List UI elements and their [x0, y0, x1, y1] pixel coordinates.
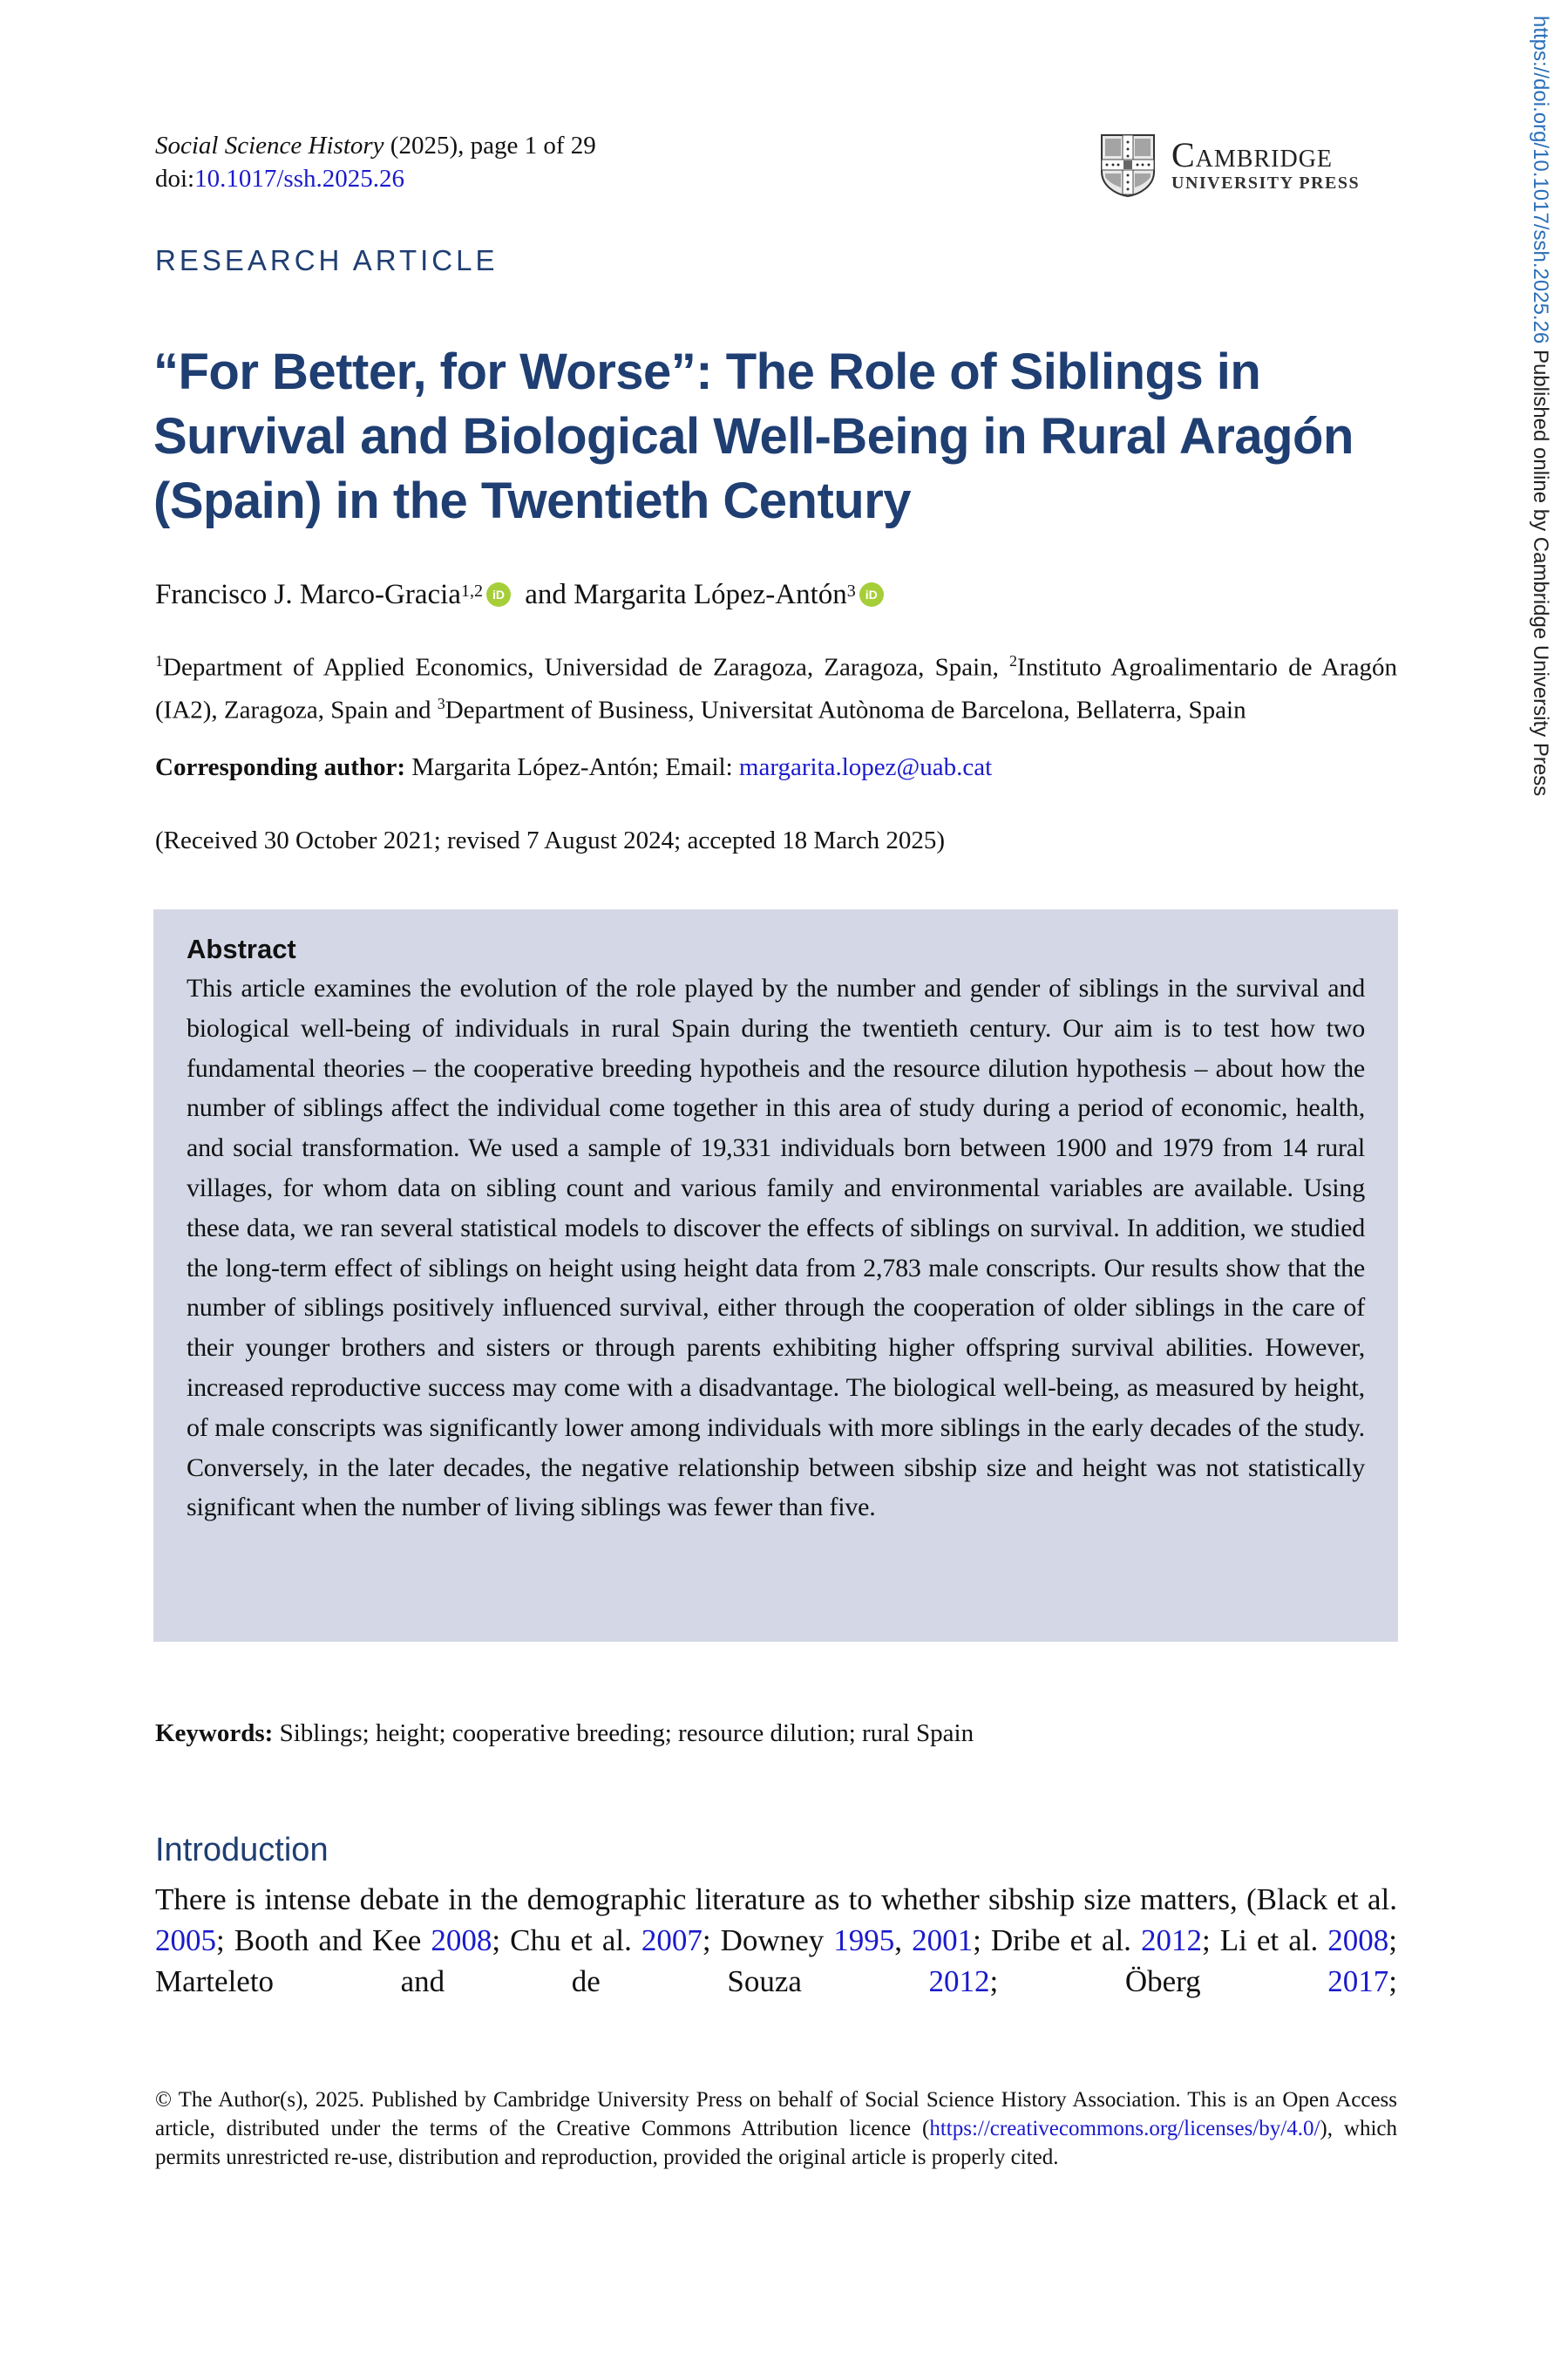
journal-page-info: (2025), page 1 of 29	[384, 132, 596, 160]
publisher-name: Cambridge	[1171, 135, 1334, 174]
corresponding-label: Corresponding author:	[155, 753, 406, 781]
intro-text-segment: ; Chu et al.	[492, 1923, 641, 1957]
author-name: Francisco J. Marco-Gracia	[155, 579, 461, 610]
affiliation-number: 2	[1009, 652, 1018, 670]
publisher-logo	[1100, 131, 1396, 201]
abstract-text: This article examines the evolution of the role played by the number and gender of siblings in the survival and biological well-being of individuals in rural Spain during the twentieth century. Our aim is to test how two fundamental theories – the cooperative breeding hypotheis and the resource dilution hypothesis – about how the number of siblings affect the individual come together in this area of study during a period of economic, health, and social transformation. We used a sample of 19,331 individuals born between 1900 and 1979 from 14 rural villages, for whom data on sibling count and various family and environmental variables are available. Using these data, we ran several statistical models to discover the effects of siblings on survival. In addition, we studied the long-term effect of siblings on height using height data from 2,783 male conscripts. Our results show that the number of siblings positively influenced survival, either through the cooperation of older siblings in the care of their younger brothers and sisters or through parents exhibiting higher offspring survival abilities. However, increased reproductive success may come with a disadvantage. The biological well-being, as measured by height, of male conscripts was significantly lower among individuals with more siblings in the early decades of the study. Conversely, in the later decades, the negative relationship between sibship size and height was not statistically significant when the number of living siblings was fewer than five.	[187, 974, 1365, 1522]
corresponding-author	[155, 750, 992, 786]
journal-name: Social Science History	[155, 132, 384, 160]
affiliation-number: 3	[437, 694, 445, 712]
intro-text-segment: ;	[1388, 1964, 1398, 1998]
citation-link[interactable]: 2007	[641, 1923, 703, 1957]
keywords-label: Keywords:	[155, 1719, 274, 1747]
intro-text-segment: ; Downey	[702, 1923, 834, 1957]
introduction-heading: Introduction	[155, 1832, 329, 1868]
author-affiliation-marker: 1,2	[460, 582, 483, 601]
doi-line	[155, 160, 404, 197]
license-text: ), which permits unrestricted re-use, distribution and reproduction, provided the original article is properly cited.	[155, 2117, 1397, 2169]
article-title: “For Better, for Worse”: The Role of Siblings in Survival and Biological Well-Being in Rural Aragón (Spain) in the Twentieth Century	[153, 344, 1354, 529]
intro-text-segment: ; Marteleto and de Souza	[155, 1923, 1397, 1998]
citation-link[interactable]: 2008	[1327, 1923, 1389, 1957]
affiliation-number: 1	[155, 652, 163, 670]
orcid-icon[interactable]: iD	[859, 582, 884, 607]
publisher-subtitle: UNIVERSITY PRESS	[1171, 173, 1361, 193]
license-link[interactable]: https://creativecommons.org/licenses/by/4.0/	[929, 2117, 1320, 2140]
license-text: © The Author(s), 2025. Published by Cambridge University Press on behalf of Social Science History Association. This is an Open Access article, distributed under the terms of the Creative Commons Attribution licence (	[155, 2088, 1397, 2140]
corresponding-text: Margarita López-Antón; Email:	[405, 753, 739, 781]
intro-text-segment: There is intense debate in the demographic literature as to whether sibship size matters, (Black et al.	[155, 1882, 1397, 1916]
side-published-text: Published online by Cambridge University Press	[1529, 344, 1552, 797]
license-notice	[155, 2085, 1397, 2172]
doi-prefix: doi:	[155, 165, 195, 193]
university-shield-icon	[1100, 133, 1156, 198]
citation-link[interactable]: 2012	[928, 1964, 990, 1998]
doi-link[interactable]: 10.1017/ssh.2025.26	[194, 165, 405, 193]
abstract-heading: Abstract	[187, 934, 296, 964]
orcid-icon[interactable]: iD	[486, 582, 511, 607]
intro-text-segment: ,	[894, 1923, 913, 1957]
side-doi-link[interactable]: https://doi.org/10.1017/ssh.2025.26	[1529, 16, 1552, 344]
publisher-wordmark	[1171, 135, 1361, 194]
citation-link[interactable]: 2012	[1140, 1923, 1202, 1957]
citation-link[interactable]: 1995	[833, 1923, 895, 1957]
side-margin-doi	[1528, 16, 1552, 888]
intro-text-segment: ; Booth and Kee	[216, 1923, 431, 1957]
journal-citation	[155, 127, 596, 164]
keywords	[155, 1716, 974, 1752]
author-affiliation-marker: 3	[846, 582, 856, 601]
article-type-label: RESEARCH ARTICLE	[155, 244, 499, 276]
author-list	[155, 575, 891, 614]
affiliation-text: Instituto Agroalimentario de Aragón (IA2), Zaragoza, Spain and	[155, 653, 1397, 725]
citation-link[interactable]: 2001	[912, 1923, 974, 1957]
citation-link[interactable]: 2005	[155, 1923, 216, 1957]
author-name: Margarita López-Antón	[574, 579, 847, 610]
intro-text-segment: ; Li et al.	[1201, 1923, 1328, 1957]
submission-history: (Received 30 October 2021; revised 7 August 2024; accepted 18 March 2025)	[155, 827, 945, 854]
abstract-box	[153, 909, 1398, 1642]
citation-link[interactable]: 2017	[1327, 1964, 1389, 1998]
introduction-paragraph	[155, 1879, 1397, 2002]
affiliation-text: Department of Applied Economics, Universidad de Zaragoza, Zaragoza, Spain,	[163, 653, 1010, 682]
authors-joiner: and	[517, 579, 574, 610]
affiliation-text: Department of Business, Universitat Autònoma de Barcelona, Bellaterra, Spain	[445, 696, 1246, 725]
affiliations	[155, 643, 1397, 728]
intro-text-segment: ; Öberg	[989, 1964, 1328, 1998]
citation-link[interactable]: 2008	[431, 1923, 492, 1957]
intro-text-segment: ; Dribe et al.	[973, 1923, 1141, 1957]
keywords-text: Siblings; height; cooperative breeding; resource dilution; rural Spain	[273, 1719, 974, 1747]
email-link[interactable]: margarita.lopez@uab.cat	[738, 753, 993, 781]
